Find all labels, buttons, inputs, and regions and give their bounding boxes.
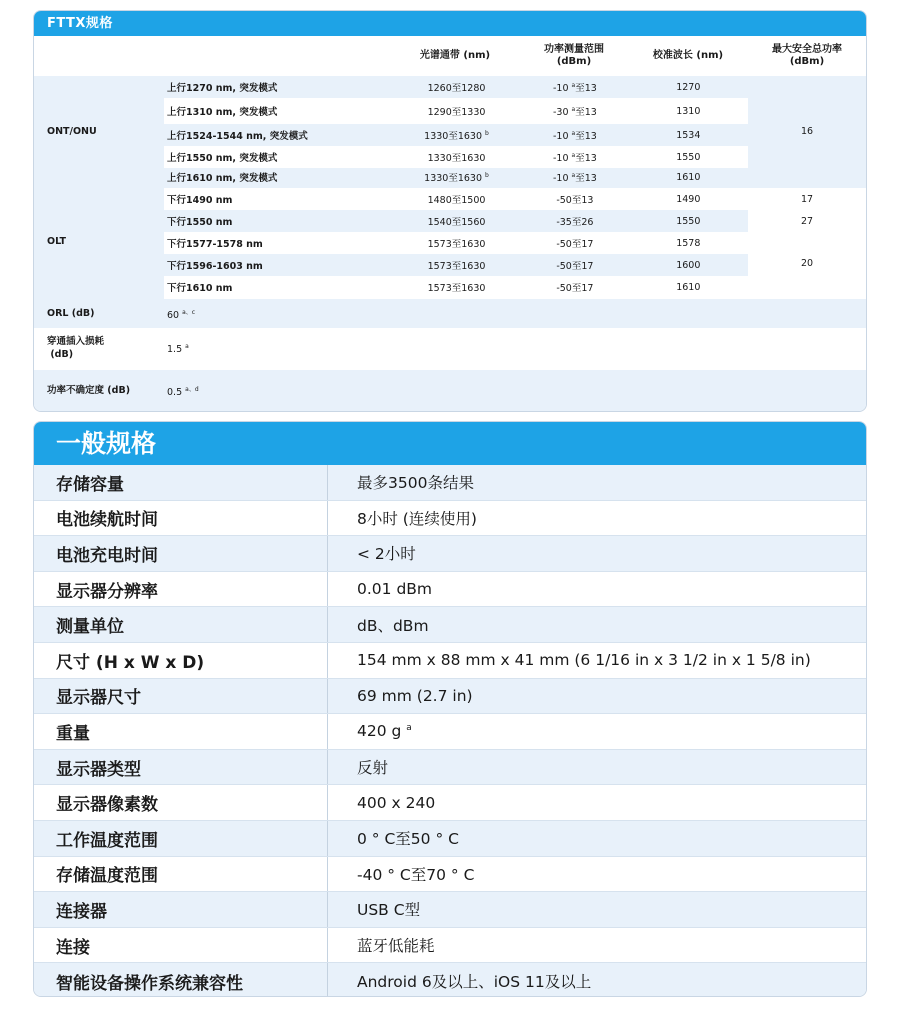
table-row: 上行1524-1544 nm, 突发模式 1330至1630 $^b$ -10 $^a$至13 1534 [167,129,701,142]
uncertainty-row [34,370,866,412]
max-power-cell: 20 [800,258,814,269]
spec-row-os-compat: 智能设备操作系统兼容性 Android 6及以上、iOS 11及以上 [34,963,866,997]
table-row: 下行1550 nm 1540至1560 -35至26 1550 [164,210,748,232]
spec-row-operating-temp: 工作温度范围 0 ° C至50 ° C [34,821,866,857]
fttx-column-headers [34,36,866,76]
spec-row-display-type: 显示器类型 反射 [34,750,866,786]
group-label: ONT/ONU [47,126,97,137]
spec-row-display-size: 显示器尺寸 69 mm (2.7 in) [34,679,866,715]
col-power-header: 最大安全总功率 (dBm) [772,44,842,67]
uncertainty-value: 0.5 $^{a、d}$ [167,386,199,399]
table-row: 下行1577-1578 nm 1573至1630 -50至17 1578 [164,232,748,254]
fttx-title: FTTX规格 [34,11,866,36]
table-row: 下行1610 nm 1573至1630 -50至17 1610 [164,276,748,298]
spec-row-dimensions: 尺寸 (H x W x D) 154 mm x 88 mm x 41 mm (6 1/16 in x 3 1/2 in x 1 5/8 in) [34,643,866,679]
table-row: 上行1270 nm, 突发模式 1260至1280 -10 $^a$至13 1270 [167,81,701,94]
table-row: 上行1550 nm, 突发模式 1330至1630 -10 $^a$至13 1550 [164,146,748,168]
insertion-loss-label: 穿通插入损耗 (dB) [47,336,105,360]
spec-row-units: 测量单位 dB、dBm [34,607,866,643]
table-row: 上行1310 nm, 突发模式 1290至1330 -30 $^a$至13 1310 [164,98,748,124]
orl-row [34,299,866,328]
orl-value: 60 $^{a、c}$ [167,309,196,322]
uncertainty-label: 功率不确定度 (dB) [47,385,131,396]
general-spec-table [34,465,866,997]
orl-label: ORL (dB) [47,308,95,319]
spec-row-pixels: 显示器像素数 400 x 240 [34,785,866,821]
fttx-spec-panel [33,10,867,412]
insertion-loss-row [34,328,866,370]
general-title: 一般规格 [34,422,866,465]
spec-row-connectivity: 连接 蓝牙低能耗 [34,928,866,964]
col-band-header: 光谱通带 (nm) [419,50,491,61]
spec-row-weight: 重量 420 g $^a$ [34,714,866,750]
spec-row-storage-temp: 存储温度范围 -40 ° C至70 ° C [34,857,866,893]
general-spec-panel [33,421,867,997]
group-olt [34,188,866,299]
max-power-cell: 17 [800,194,814,205]
insertion-loss-value: 1.5 $^a$ [167,343,189,356]
table-row: 下行1490 nm 1480至1500 -50至13 1490 [164,188,748,210]
group-label: OLT [47,236,67,247]
max-power-cell: 27 [800,216,814,227]
table-row: 上行1610 nm, 突发模式 1330至1630 $^b$ -10 $^a$至13 1610 [167,171,701,184]
max-power-cell: 16 [800,126,814,137]
spec-row-battery-life: 电池续航时间 8小时 (连续使用) [34,501,866,537]
col-range-header: 功率测量范围 (dBm) [544,44,604,67]
group-ont-onu [34,76,866,188]
spec-row-display-resolution: 显示器分辨率 0.01 dBm [34,572,866,608]
spec-row-charge-time: 电池充电时间 < 2小时 [34,536,866,572]
table-row: 下行1596-1603 nm 1573至1630 -50至17 1600 [164,254,748,276]
spec-row-connector: 连接器 USB C型 [34,892,866,928]
spec-row-storage: 存储容量 最多3500条结果 [34,465,866,501]
col-wavelength-header: 校准波长 (nm) [652,50,724,61]
